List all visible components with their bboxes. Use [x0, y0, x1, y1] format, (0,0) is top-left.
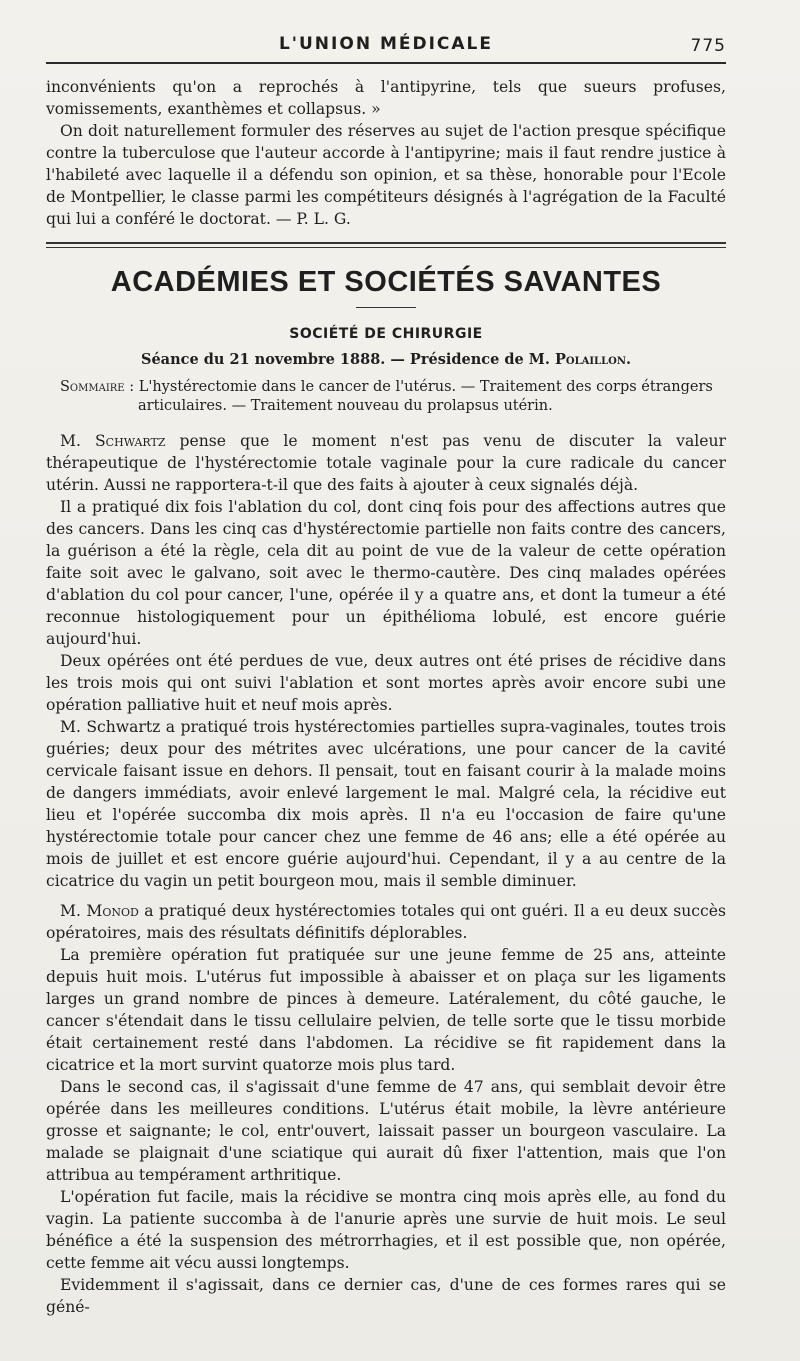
- short-rule-divider: [356, 307, 416, 308]
- body-paragraph-7: Dans le second cas, il s'agissait d'une femme de 47 ans, qui semblait devoir être opérée dans les meilleures conditions. L'utérus était mobile, la lèvre antérieure grosse et saignante; le col, entr'ouvert, laissait passer un bourgeon vasculaire. La malade se plaignait d'une sciatique qui aurait dû fixer l'attention, mais que l'on attribua au tempérament arthritique.: [46, 1078, 726, 1184]
- running-head: [46, 34, 726, 64]
- running-title: L'UNION MÉDICALE: [278, 34, 494, 54]
- summary-line-1: : L'hystérectomie dans le cancer de l'utérus. — Traitement des corps étrangers: [129, 379, 713, 395]
- president-name: Polaillon.: [554, 351, 632, 368]
- body-paragraph-1: [46, 430, 726, 496]
- body-paragraph-1-text: pense que le moment n'est pas venu de discuter la valeur thérapeutique de l'hystérectomie totale vaginale pour la cure radicale du cancer utérin. Aussi ne rapportera-t-il que des faits à ajouter à ceux signalés déjà.: [46, 432, 726, 494]
- body-paragraph-5-text: a pratiqué deux hystérectomies totales qui ont guéri. Il a eu deux succès opératoires, mais des résultats définitifs déplorables.: [46, 902, 726, 942]
- body-paragraph-5: [46, 900, 726, 944]
- intro-paragraph-1: inconvénients qu'on a reprochés à l'antipyrine, tels que sueurs profuses, vomissements, exanthèmes et collapsus. »: [46, 78, 726, 118]
- speaker-monod: M. Monod: [60, 902, 139, 920]
- session-line: [46, 351, 726, 368]
- body-paragraph-3: Deux opérées ont été perdues de vue, deux autres ont été prises de récidive dans les trois mois qui ont suivi l'ablation et sont mortes après avoir encore subi une opération palliative huit et neuf mois après.: [46, 652, 726, 714]
- summary-block: [46, 378, 726, 416]
- body-paragraph-8: L'opération fut facile, mais la récidive se montra cinq mois après elle, au fond du vagin. La patiente succomba à de l'anurie après une survie de huit mois. Le seul bénéfice a été la suspension des métrorrhagies, et il est possible que, non opérée, cette femme ait vécu aussi longtemps.: [46, 1188, 726, 1272]
- summary-label: Sommaire: [60, 379, 125, 395]
- body-paragraph-2: Il a pratiqué dix fois l'ablation du col, dont cinq fois pour des affections autres que des cancers. Dans les cinq cas d'hystérectomie partielle non faits contre des cancers, la guérison a été la règle, cela dit au point de vue de la valeur de cette opération faite soit avec le galvano, soit avec le thermo-cautère. Des cinq malades opérées d'ablation du col pour cancer, l'une, opérée il y a quatre ans, et dont la tumeur a été reconnue histologiquement pour un épithélioma lobulé, est encore guérie aujourd'hui.: [46, 498, 726, 648]
- page-number: 775: [690, 36, 726, 56]
- double-rule-divider: [46, 242, 726, 248]
- body-paragraph-9: Evidemment il s'agissait, dans ce dernier cas, d'une de ces formes rares qui se géné-: [46, 1276, 726, 1316]
- intro-paragraph-2: On doit naturellement formuler des réserves au sujet de l'action presque spécifique contre la tuberculose que l'auteur accorde à l'antipyrine; mais il faut rendre justice à l'habileté avec laquelle il a défendu son opinion, et sa thèse, honorable pour l'Ecole de Montpellier, le classe parmi les compétiteurs désignés à l'agrégation de la Faculté qui lui a conféré le doctorat. — P. L. G.: [46, 122, 726, 228]
- speaker-schwartz: M. Schwartz: [60, 432, 166, 450]
- body-paragraph-4: M. Schwartz a pratiqué trois hystérectomies partielles supra-vaginales, toutes trois guéries; deux pour des métrites avec ulcérations, une pour cancer de la cavité cervicale faisant issue en dehors. Il pensait, tout en faisant courir à la malade moins de dangers immédiats, avoir enlevé largement le mal. Malgré cela, la récidive eut lieu et l'opérée succomba dix mois après. Il n'a eu l'occasion de faire qu'une hystérectomie totale pour cancer chez une femme de 46 ans; elle a été opérée au mois de juillet et est encore guérie aujourd'hui. Cependant, il y a au centre de la cicatrice du vagin un petit bourgeon mou, mais il semble diminuer.: [46, 718, 726, 890]
- summary-line-2: articulaires. — Traitement nouveau du prolapsus utérin.: [138, 398, 553, 414]
- body-paragraph-6: La première opération fut pratiquée sur une jeune femme de 25 ans, atteinte depuis huit mois. L'utérus fut impossible à abaisser et on plaça sur les ligaments larges un grand nombre de pinces à demeure. Latéralement, du côté gauche, le cancer s'étendait dans le tissu cellulaire pelvien, de telle sorte que le tissu morbide était certainement resté dans l'abdomen. La récidive se fit rapidement dans la cicatrice et la mort survint quatorze mois plus tard.: [46, 946, 726, 1074]
- section-heading: ACADÉMIES ET SOCIÉTÉS SAVANTES: [110, 266, 662, 298]
- society-title: SOCIÉTÉ DE CHIRURGIE: [289, 326, 483, 342]
- session-text: Séance du 21 novembre 1888. — Présidence de M.: [140, 351, 550, 368]
- paragraph-gap: [46, 892, 726, 900]
